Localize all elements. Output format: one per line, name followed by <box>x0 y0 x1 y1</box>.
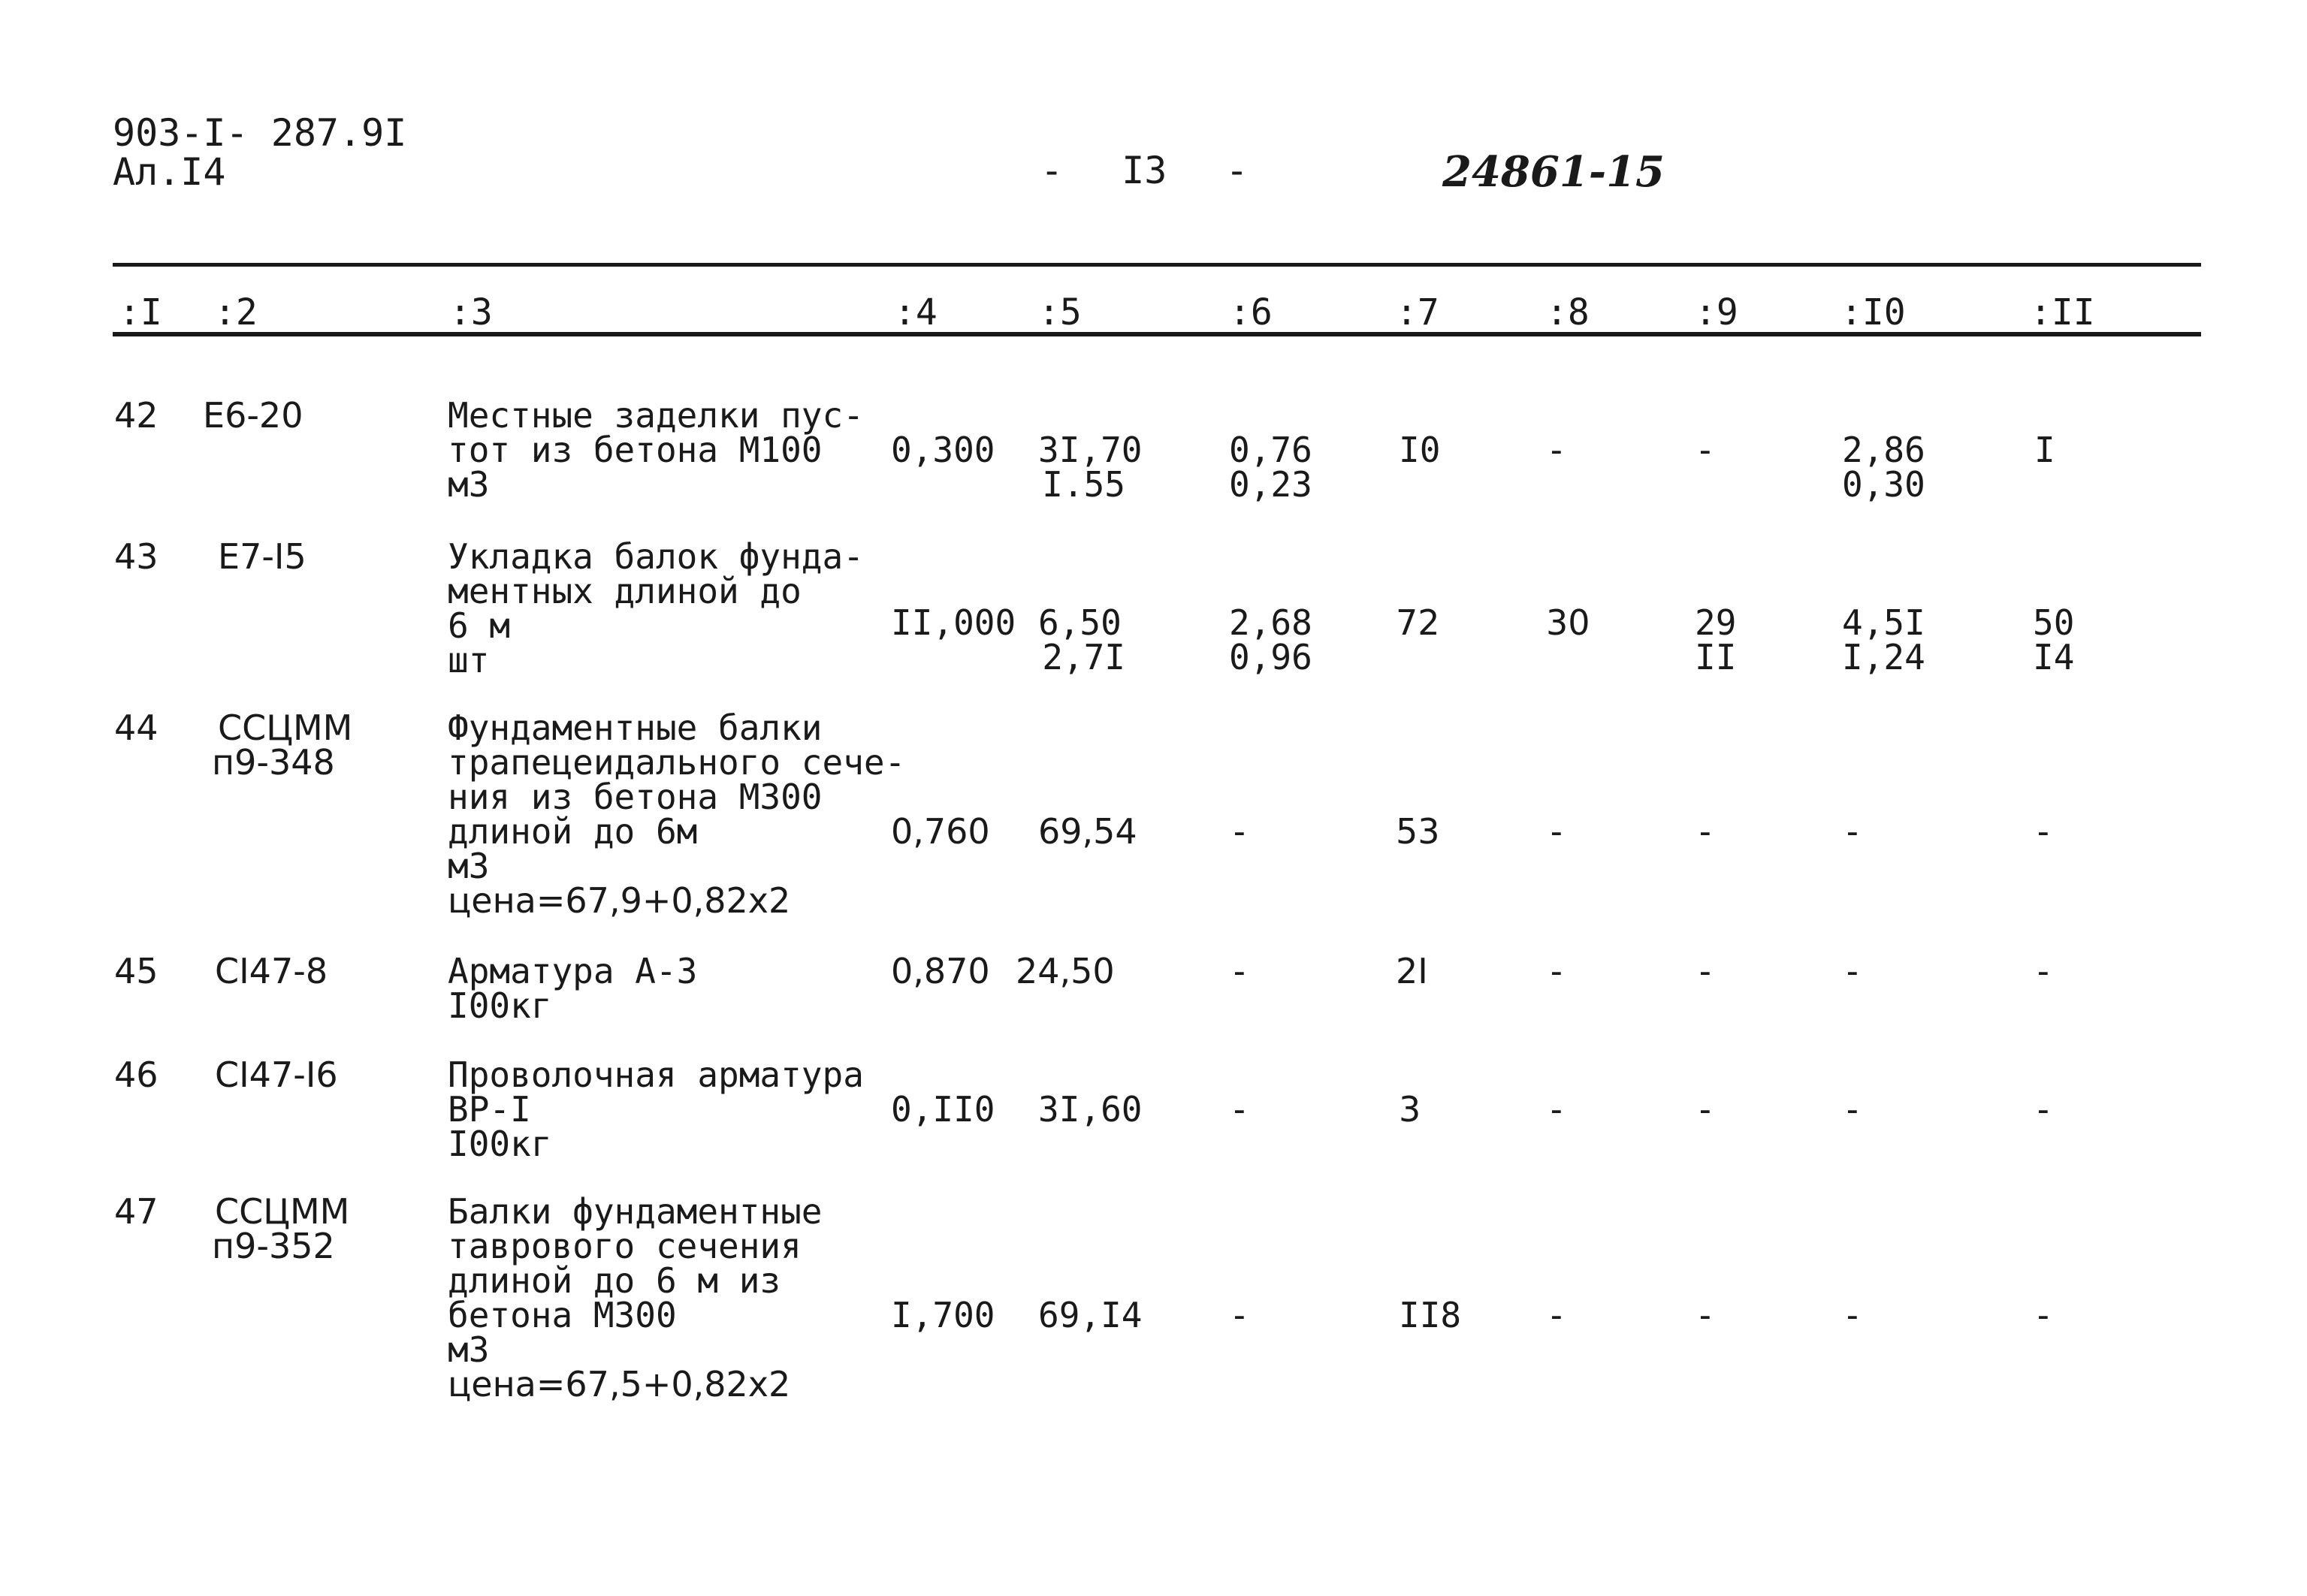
cell-col11: - <box>2033 1089 2054 1130</box>
cell-col6: - <box>1229 811 1250 852</box>
cell-col5-main: 6,50 <box>1038 602 1122 643</box>
cell-col6: - <box>1229 1089 1250 1130</box>
cell-col10-sub: 0,30 <box>1842 464 1925 505</box>
cell-col6-main: 2,68 <box>1229 602 1312 643</box>
cell-col6-sub: 0,96 <box>1229 637 1312 677</box>
cell-col11: - <box>2033 1295 2054 1335</box>
row-code: СI47-I6 <box>215 1054 338 1095</box>
cell-col8: - <box>1546 1295 1567 1335</box>
cell-col6: - <box>1229 951 1250 991</box>
cell-col10-main: 2,86 <box>1842 430 1925 470</box>
cell-col5-sub: 2,7I <box>1042 637 1125 677</box>
row-code: Е6-20 <box>203 395 303 436</box>
document-code: 903-I- 287.9I <box>113 111 407 155</box>
column-header: :I <box>119 291 162 333</box>
column-header: :9 <box>1695 291 1738 333</box>
cell-col8: - <box>1546 430 1567 470</box>
cell-col8: - <box>1546 1089 1567 1130</box>
column-header: :2 <box>214 291 258 333</box>
row-description: Фундаментные балки трапецеидального сече- ния из бетона М300 длиной до 6м м3 цена=67,9+0,82х2 <box>448 707 906 921</box>
row-description: Местные заделки пус- тот из бетона М100 м3 <box>448 395 864 505</box>
cell-col11: I <box>2034 430 2055 470</box>
sheet-label: Ал.I4 <box>113 150 226 194</box>
row-description: Арматура А-3 I00кг <box>448 951 698 1026</box>
cell-col10: - <box>1842 951 1863 991</box>
cell-col4: 0,760 <box>891 811 990 852</box>
cell-col9: - <box>1695 1295 1716 1335</box>
row-number: 47 <box>114 1191 159 1232</box>
cell-col11: - <box>2033 811 2054 852</box>
cell-col5: 69,I4 <box>1038 1295 1143 1335</box>
row-code: ССЦММ <box>218 707 353 748</box>
page-number: - I3 - <box>1040 149 1249 192</box>
column-header: :6 <box>1229 291 1273 333</box>
cell-col7: 2I <box>1396 951 1428 991</box>
cell-col9: - <box>1695 811 1716 852</box>
row-description: Балки фундаментные таврового сечения длиной до 6 м из бетона М300 м3 цена=67,5+0,82х2 <box>448 1191 823 1404</box>
cell-col7: 53 <box>1396 811 1440 852</box>
row-number: 45 <box>114 951 159 991</box>
cell-col5-main: 3I,70 <box>1038 430 1143 470</box>
cell-col4: 0,300 <box>891 430 995 470</box>
cell-col10: - <box>1842 1295 1863 1335</box>
document-number: 24861-15 <box>1442 147 1665 197</box>
column-header: :7 <box>1396 291 1439 333</box>
cell-col11-sub: I4 <box>2033 637 2075 677</box>
cell-col5: 3I,60 <box>1038 1089 1143 1130</box>
cell-col8: - <box>1546 951 1567 991</box>
cell-col6: - <box>1229 1295 1250 1335</box>
row-number: 42 <box>114 395 159 436</box>
row-code: ССЦММ <box>215 1191 350 1232</box>
row-number: 43 <box>114 536 159 577</box>
cell-col10-main: 4,5I <box>1842 602 1925 643</box>
row-code-sub: п9-352 <box>212 1226 335 1266</box>
row-code: Е7-I5 <box>218 536 306 577</box>
row-number: 44 <box>114 707 159 748</box>
cell-col9: - <box>1695 430 1716 470</box>
cell-col9: - <box>1695 1089 1716 1130</box>
row-code: СI47-8 <box>215 951 328 991</box>
cell-col4: I,700 <box>891 1295 995 1335</box>
cell-col8: 30 <box>1546 602 1590 643</box>
cell-col4: II,000 <box>891 602 1016 643</box>
column-header: :3 <box>449 291 493 333</box>
cell-col6-main: 0,76 <box>1229 430 1312 470</box>
cell-col11-main: 50 <box>2033 602 2075 643</box>
column-header: :5 <box>1038 291 1082 333</box>
cell-col9-main: 29 <box>1695 602 1737 643</box>
cell-col11: - <box>2033 951 2054 991</box>
column-header: :4 <box>894 291 938 333</box>
cell-col10-sub: I,24 <box>1842 637 1925 677</box>
column-header: :I0 <box>1840 291 1906 333</box>
cell-col7: II8 <box>1399 1295 1462 1335</box>
cell-col5-sub: I.55 <box>1042 464 1125 505</box>
cell-col7: 3 <box>1399 1089 1421 1130</box>
row-number: 46 <box>114 1054 159 1095</box>
cell-col5: 69,54 <box>1038 811 1137 852</box>
cell-col6-sub: 0,23 <box>1229 464 1312 505</box>
row-description: Проволочная арматура ВР-I I00кг <box>448 1054 864 1164</box>
cell-col10: - <box>1842 1089 1863 1130</box>
cell-col4: 0,II0 <box>891 1089 995 1130</box>
row-code-sub: п9-348 <box>212 742 335 783</box>
cell-col4: 0,870 <box>891 951 990 991</box>
row-description: Укладка балок фунда- ментных длиной до 6 м шт <box>448 536 864 680</box>
table-top-rule <box>113 263 2201 267</box>
cell-col7: 72 <box>1396 602 1440 643</box>
cell-col7: I0 <box>1399 430 1441 470</box>
cell-col8: - <box>1546 811 1567 852</box>
cell-col9-sub: II <box>1695 637 1737 677</box>
cell-col10: - <box>1842 811 1863 852</box>
cell-col5: 24,50 <box>1016 951 1115 991</box>
column-header: :II <box>2030 291 2095 333</box>
cell-col9: - <box>1695 951 1716 991</box>
column-header: :8 <box>1546 291 1590 333</box>
